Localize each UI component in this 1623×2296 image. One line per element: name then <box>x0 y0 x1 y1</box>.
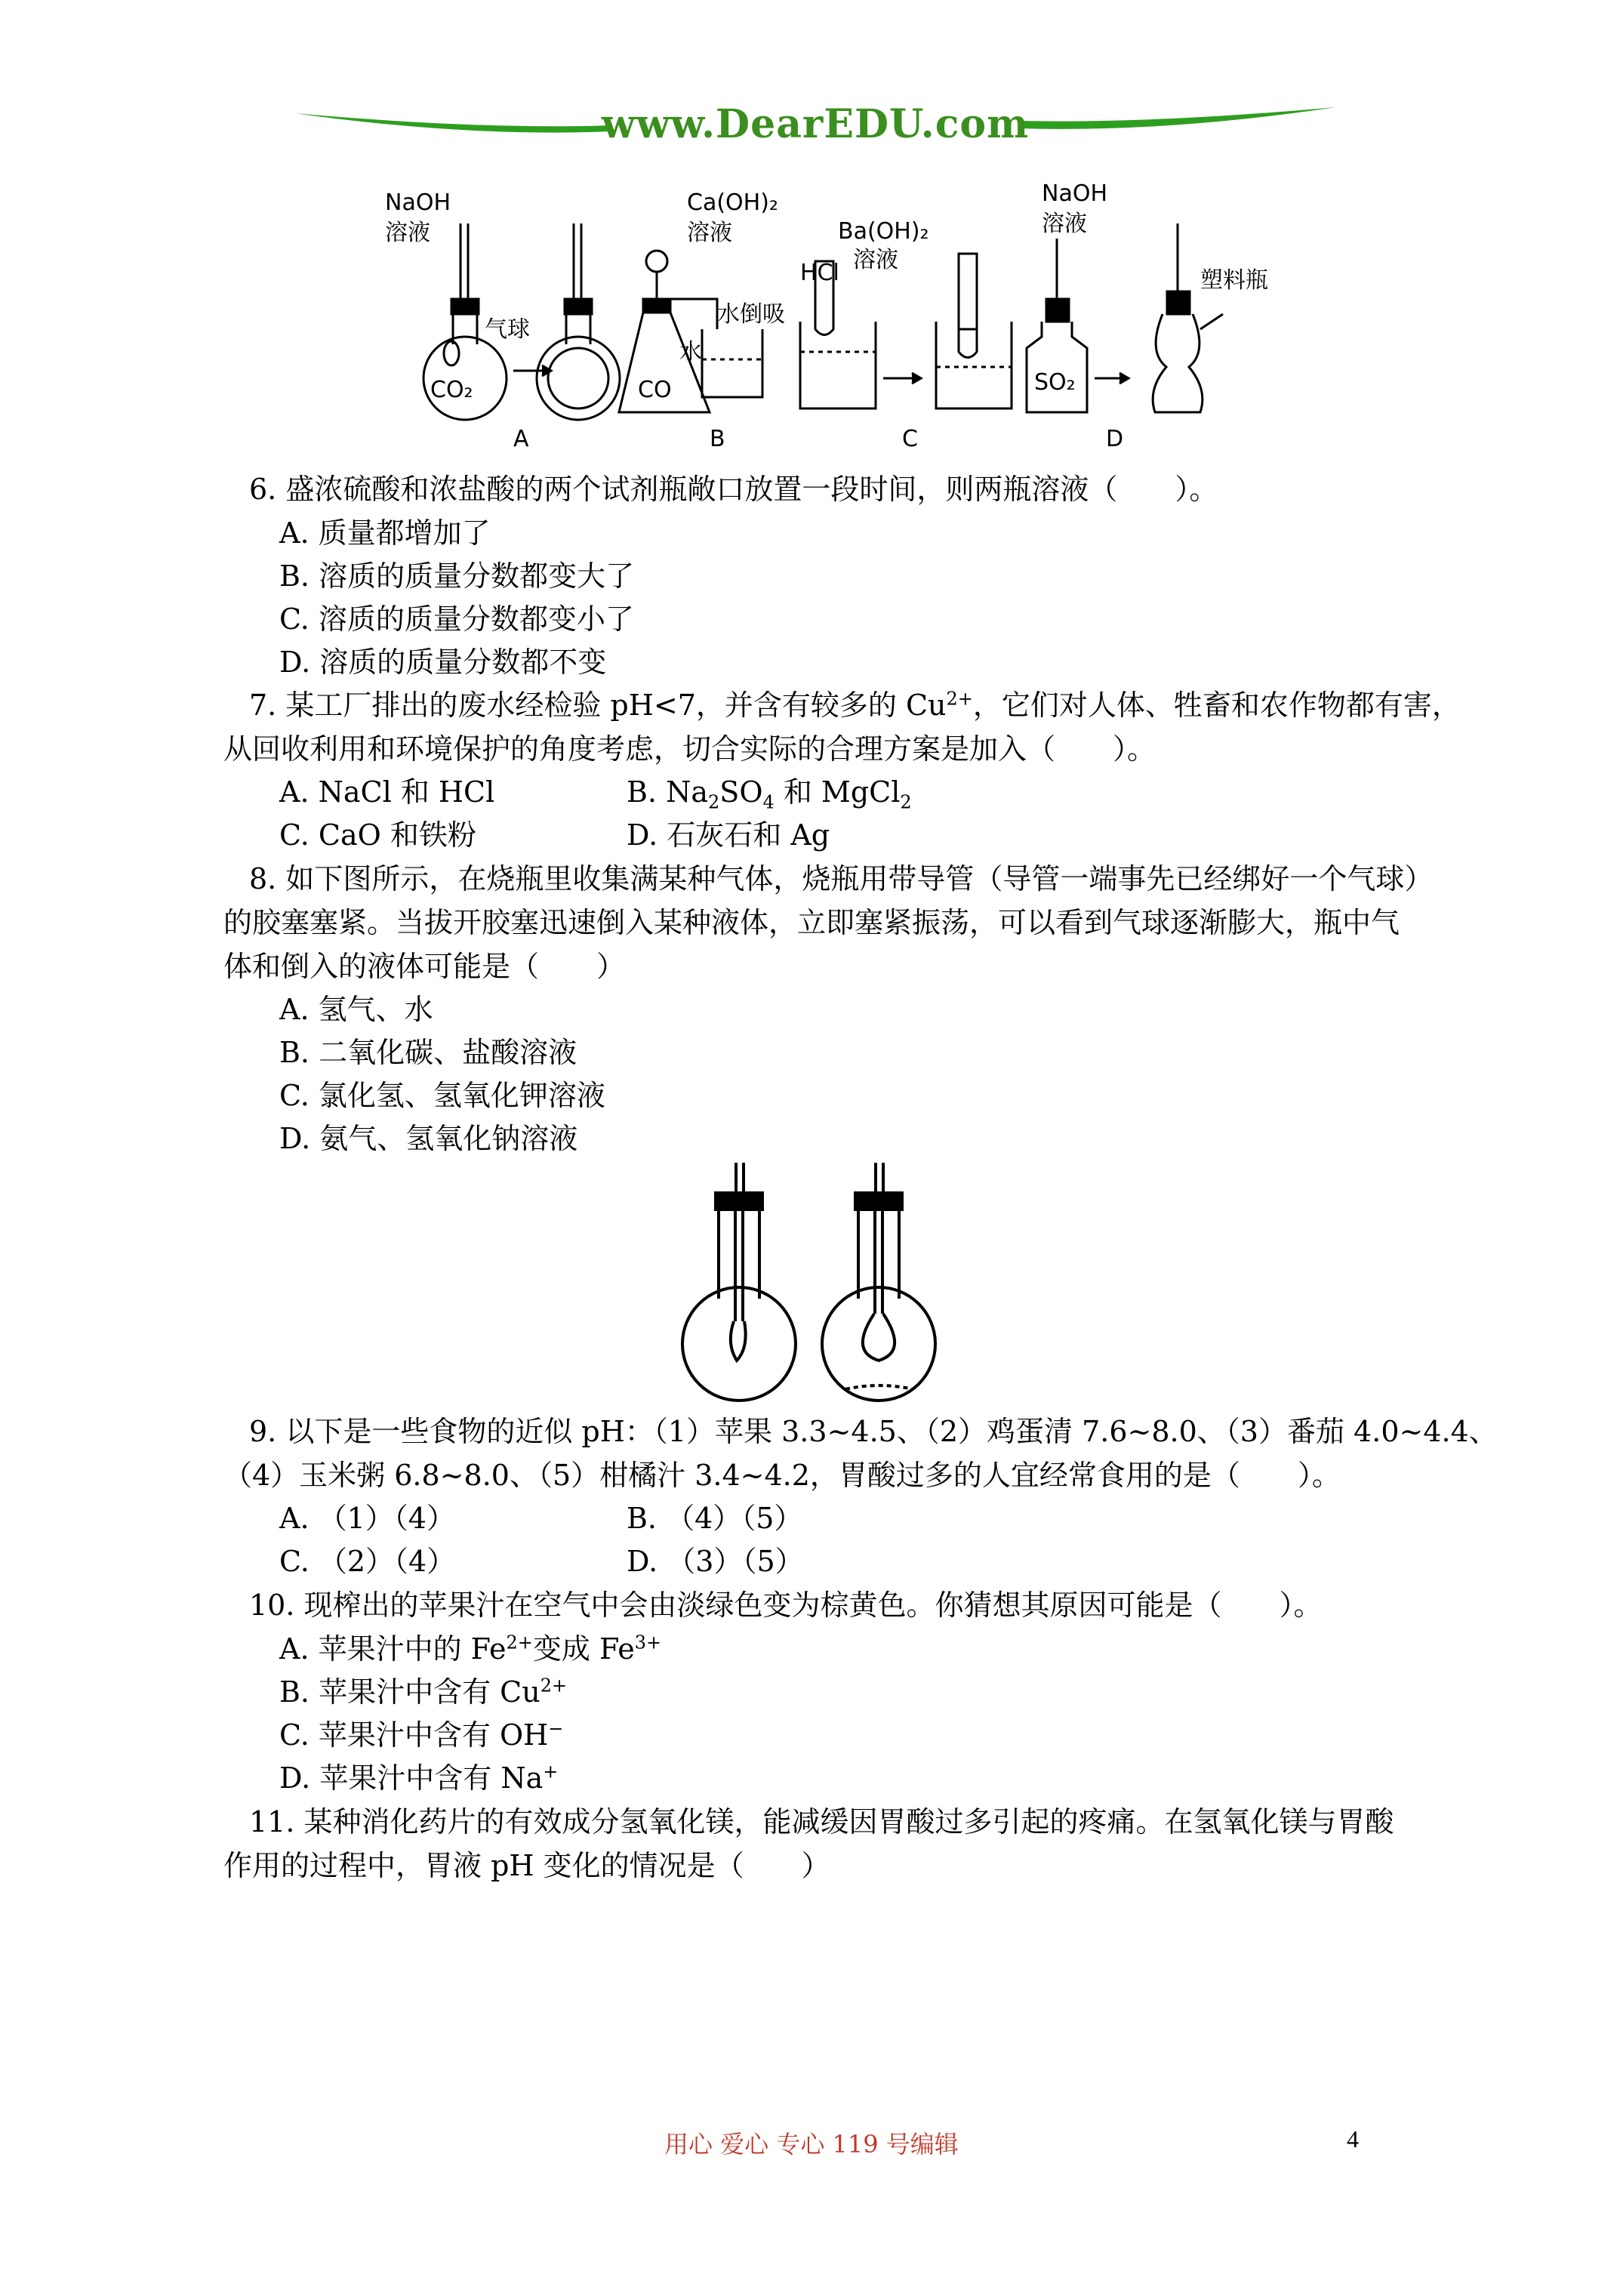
apparatus-d <box>1027 180 1268 452</box>
b-reagent2: 溶液 <box>687 220 732 246</box>
d-reagent2: 溶液 <box>1042 211 1087 237</box>
q11-line2: 作用的过程中，胃液 pH 变化的情况是（ ） <box>223 1849 830 1882</box>
c-gas: HCl <box>800 260 839 286</box>
q10-option-d: D. 苹果汁中含有 Na+ <box>279 1761 559 1795</box>
apparatus-figure <box>362 178 1298 458</box>
d-reagent: NaOH <box>1042 180 1107 207</box>
b-note: 水倒吸 <box>717 301 785 328</box>
apparatus-a <box>385 190 620 452</box>
c-reagent2: 溶液 <box>853 247 898 273</box>
q9-option-c: C. （2）（4） <box>279 1545 456 1578</box>
b-label: B <box>710 426 725 452</box>
footer-text: 用心 爱心 专心 119 号编辑 <box>664 2130 959 2159</box>
d-gas: SO₂ <box>1034 369 1076 396</box>
site-url: www.DearEDU.com <box>601 101 1030 147</box>
a-balloon: 气球 <box>485 316 530 343</box>
d-label: D <box>1106 426 1124 452</box>
q8-line2: 的胶塞塞紧。当拔开胶塞迅速倒入某种液体，立即塞紧振荡，可以看到气球逐渐膨大，瓶中气 <box>223 906 1400 939</box>
q7-stem-line2: 从回收利用和环境保护的角度考虑，切合实际的合理方案是加入（ ）。 <box>223 732 1156 766</box>
page-number: 4 <box>1347 2125 1359 2153</box>
q8-option-d: D. 氨气、氢氧化钠溶液 <box>279 1122 578 1155</box>
q7-option-b: B. $Na_2SO_4$ 和 MgCl$_2$ <box>627 775 912 813</box>
flask-after <box>822 1163 935 1401</box>
q8-option-b: B. 二氧化碳、盐酸溶液 <box>279 1036 577 1069</box>
a-reagent2: 溶液 <box>385 220 430 246</box>
q6-option-a: A. 质量都增加了 <box>279 516 491 550</box>
a-reagent: NaOH <box>385 190 451 216</box>
q7-option-c: C. CaO 和铁粉 <box>279 818 476 852</box>
q8-option-a: A. 氢气、水 <box>279 993 433 1026</box>
flask-balloon-figure <box>679 1163 951 1412</box>
q8-line3: 体和倒入的液体可能是（ ） <box>223 950 626 983</box>
q9-option-a: A. （1）（4） <box>279 1502 455 1535</box>
a-label: A <box>513 426 529 452</box>
q11-line1: 11. 某种消化药片的有效成分氢氧化镁，能减缓因胃酸过多引起的疼痛。在氢氧化镁与胃酸 <box>249 1805 1394 1838</box>
c-label: C <box>902 426 918 452</box>
q8-line1: 8. 如下图所示，在烧瓶里收集满某种气体，烧瓶用带导管（导管一端事先已经绑好一个气球） <box>249 862 1434 895</box>
d-bottle: 塑料瓶 <box>1200 267 1268 294</box>
q10-stem: 10. 现榨出的苹果汁在空气中会由淡绿色变为棕黄色。你猜想其原因可能是（ ）。 <box>249 1589 1323 1622</box>
q6-option-b: B. 溶质的质量分数都变大了 <box>279 559 635 593</box>
a-gas: CO₂ <box>430 377 473 403</box>
b-reagent: Ca(OH)₂ <box>687 190 778 216</box>
q9-line2: （4）玉米粥 6.8~8.0、（5）柑橘汁 3.4~4.2，胃酸过多的人宜经常食用的是（ ）。 <box>223 1459 1341 1492</box>
apparatus-c <box>800 218 1012 452</box>
q7-option-a: A. NaCl 和 HCl <box>279 775 495 809</box>
q8-option-c: C. 氯化氢、氢氧化钾溶液 <box>279 1079 605 1112</box>
site-banner <box>294 91 1336 159</box>
q6-stem: 6. 盛浓硫酸和浓盐酸的两个试剂瓶敞口放置一段时间，则两瓶溶液（ ）。 <box>249 473 1218 506</box>
apparatus-b <box>619 190 785 452</box>
q7-option-d: D. 石灰石和 Ag <box>627 818 830 852</box>
q10-option-c: C. 苹果汁中含有 OH− <box>279 1718 564 1752</box>
q9-option-b: B. （4）（5） <box>627 1502 803 1535</box>
b-gas: CO <box>638 377 672 403</box>
q9-option-d: D. （3）（5） <box>627 1545 804 1578</box>
q6-option-d: D. 溶质的质量分数都不变 <box>279 646 607 679</box>
flask-before <box>682 1163 796 1401</box>
q10-option-b: B. 苹果汁中含有 $Cu^{2+}$ <box>279 1675 568 1709</box>
q9-line1: 9. 以下是一些食物的近似 pH：（1）苹果 3.3~4.5、（2）鸡蛋清 7.6~8.0、（3）番茄 4.0~4.4、 <box>249 1415 1498 1448</box>
q6-option-c: C. 溶质的质量分数都变小了 <box>279 603 634 636</box>
c-reagent: Ba(OH)₂ <box>838 218 929 245</box>
q7-stem: 7. 某工厂排出的废水经检验 pH<7，并含有较多的 $Cu^{2+}$，它们对人体、牲畜和农作物都有害， <box>249 688 1461 722</box>
q10-option-a: A. 苹果汁中的 $Fe^{2+}$变成 $Fe^{3+}$ <box>279 1632 662 1666</box>
b-water: 水 <box>679 339 702 365</box>
